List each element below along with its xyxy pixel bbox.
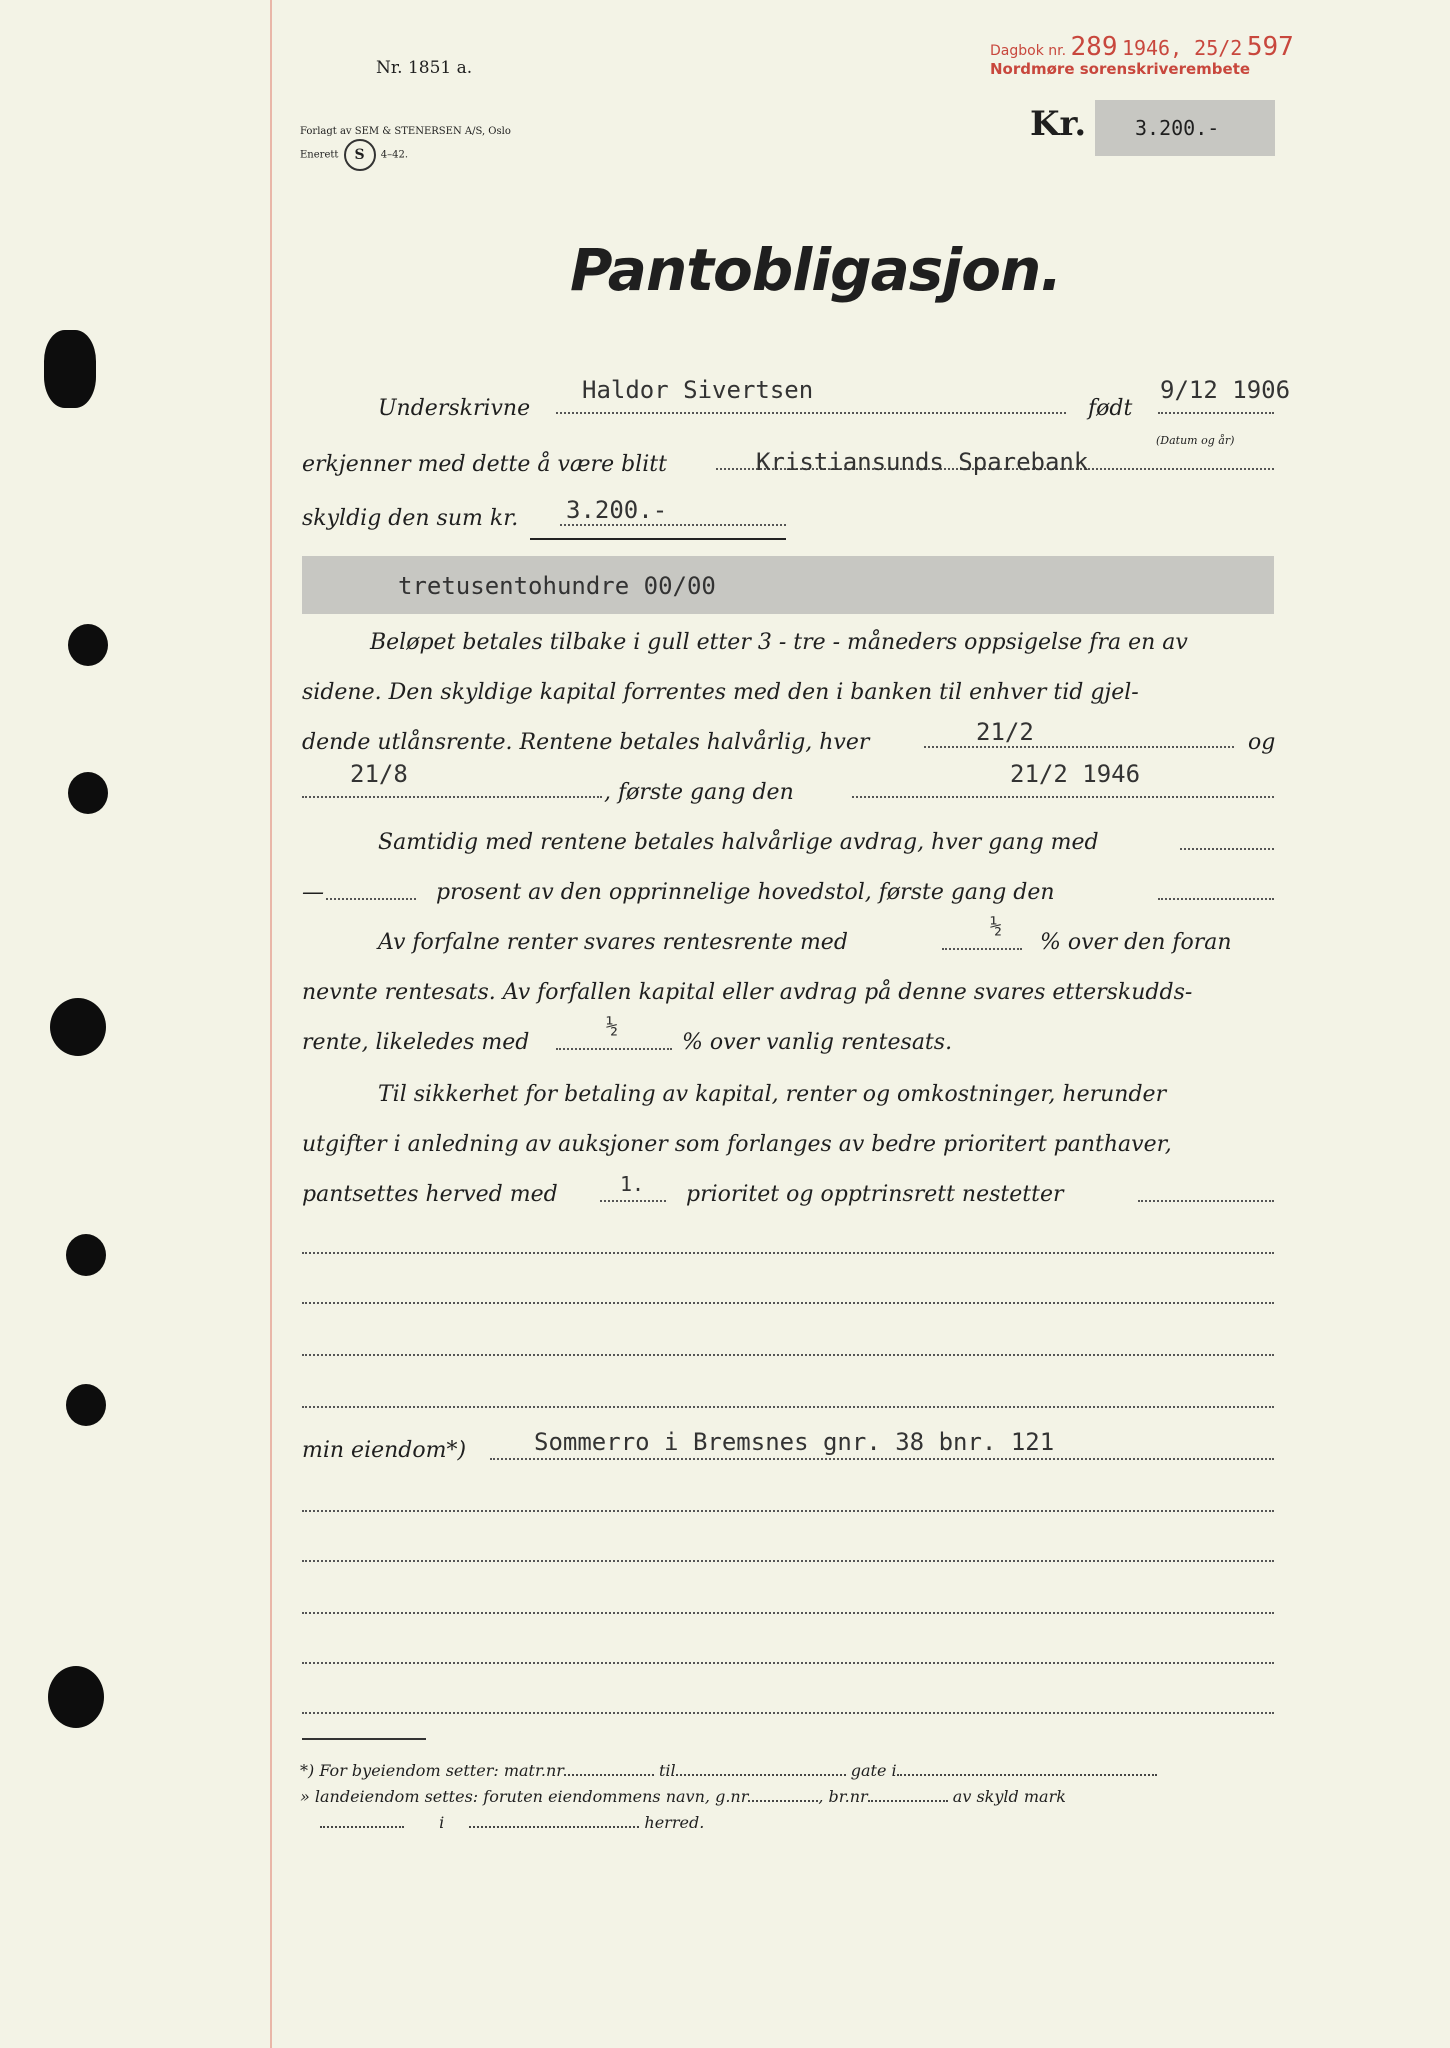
payment-date-2-dots: [302, 794, 602, 798]
footnote-dots: [320, 1808, 404, 1828]
footnote-line: [300, 1756, 1157, 1780]
overdue-dots: [556, 1046, 672, 1050]
payment-date-1: 21/2: [976, 718, 1034, 746]
sum-label: skyldig den sum kr.: [302, 506, 519, 531]
payment-date-2: 21/8: [350, 760, 408, 788]
born-dots: [1158, 410, 1274, 414]
payment-date-dots: [924, 744, 1234, 748]
priority-after-dots: [1138, 1198, 1274, 1202]
installment-dots: [1180, 846, 1274, 850]
blank-line: [302, 1300, 1274, 1304]
footnote-rule: [302, 1738, 426, 1740]
body-line: Av forfalne renter svares rentesrente med: [378, 930, 848, 955]
publisher-imprint: [300, 125, 511, 171]
blank-line: [302, 1508, 1274, 1512]
footnote-text: i: [439, 1813, 445, 1832]
registry-stamp: [990, 32, 1294, 78]
binder-hole: [44, 330, 96, 408]
binder-hole: [50, 998, 106, 1056]
footnote-text: av skyld mark: [952, 1787, 1066, 1806]
binder-hole: [66, 1384, 106, 1426]
priority-dots: [600, 1198, 666, 1202]
body-line: prosent av den opprinnelige hovedstol, første gang den: [436, 880, 1055, 905]
footnote-text: herred.: [644, 1813, 705, 1832]
body-line: Samtidig med rentene betales halvårlige avdrag, hver gang med: [378, 830, 1099, 855]
property-value: Sommerro i Bremsnes gnr. 38 bnr. 121: [534, 1428, 1055, 1456]
footnote-dots: [897, 1756, 1157, 1776]
stamp-office: Nordmøre sorenskriverembete: [990, 60, 1251, 78]
body-line: Beløpet betales tilbake i gull etter 3 - tre - måneders oppsigelse fra en av: [370, 630, 1188, 655]
binder-hole: [68, 772, 108, 814]
publisher-rights: Enerett: [300, 149, 339, 161]
creditor-value: Kristiansunds Sparebank: [756, 448, 1089, 476]
creditor-label: erkjenner med dette å være blitt: [302, 452, 667, 477]
born-value: 9/12 1906: [1160, 376, 1291, 404]
sum-value: 3.200.-: [566, 496, 668, 524]
footnote-text: gate i: [850, 1761, 897, 1780]
body-line: dende utlånsrente. Rentene betales halvårlig, hver: [302, 730, 870, 755]
footnote-line: [300, 1808, 704, 1832]
footnote-dots: [748, 1782, 818, 1802]
body-line: , første gang den: [604, 780, 794, 805]
body-line: og: [1248, 730, 1276, 755]
stamp-prefix: Dagbok nr.: [990, 43, 1067, 59]
binder-hole: [48, 1666, 104, 1728]
sum-underline: [530, 538, 786, 540]
document-title: Pantobligasjon.: [570, 236, 1062, 304]
installment-date-dots: [1158, 896, 1274, 900]
body-line: Til sikkerhet for betaling av kapital, renter og omkostninger, herunder: [378, 1082, 1167, 1107]
blank-line: [302, 1610, 1274, 1614]
publisher-logo: S: [344, 139, 376, 171]
amount-box: 3.200.-: [1095, 100, 1275, 156]
priority-value: 1.: [620, 1172, 645, 1196]
percent-dots: [326, 896, 416, 900]
body-line: rente, likeledes med: [302, 1030, 530, 1055]
form-number: Nr. 1851 a.: [376, 58, 473, 78]
property-dots: [490, 1456, 1274, 1460]
footnote-text: , br.nr: [818, 1787, 868, 1806]
body-line: nevnte rentesats. Av forfallen kapital eller avdrag på denne svares etterskudds-: [302, 980, 1193, 1005]
binder-hole: [68, 624, 108, 666]
born-hint: (Datum og år): [1156, 434, 1235, 447]
blank-line: [302, 1250, 1274, 1254]
footnote-dots: [868, 1782, 948, 1802]
blank-line: [302, 1352, 1274, 1356]
undersigned-value: Haldor Sivertsen: [582, 376, 814, 404]
body-line: utgifter i anledning av auksjoner som forlanges av bedre prioritert panthaver,: [302, 1132, 1172, 1157]
footnote-dots: [469, 1808, 639, 1828]
publisher-date: 4–42.: [380, 149, 409, 161]
interest-rate: ½: [990, 914, 1003, 938]
blank-line: [302, 1404, 1274, 1408]
amount-label: Kr.: [1030, 104, 1087, 144]
binder-hole: [66, 1234, 106, 1276]
first-payment-date: 21/2 1946: [1010, 760, 1141, 788]
installment-dash: —: [302, 880, 324, 905]
footnote-text: til: [659, 1761, 676, 1780]
stamp-year: 1946, 25/2: [1121, 36, 1243, 60]
body-line: pantsettes herved med: [302, 1182, 558, 1207]
stamp-number: 289: [1070, 32, 1118, 62]
footnote-text: » landeiendom settes: foruten eiendommens navn, g.nr: [300, 1787, 749, 1806]
footnote-text: *) For byeiendom setter: matr.nr: [300, 1761, 564, 1780]
footnote-line: [300, 1782, 1066, 1806]
body-line: % over vanlig rentesats.: [682, 1030, 953, 1055]
body-line: prioritet og opptrinsrett nestetter: [686, 1182, 1064, 1207]
interest-dots: [942, 946, 1022, 950]
undersigned-dots: [556, 410, 1066, 414]
body-line: % over den foran: [1040, 930, 1232, 955]
footnote-dots: [564, 1756, 654, 1776]
first-date-dots: [852, 794, 1274, 798]
property-label: min eiendom*): [302, 1438, 467, 1463]
blank-line: [302, 1710, 1274, 1714]
blank-line: [302, 1558, 1274, 1562]
sum-dots: [560, 522, 786, 526]
publisher-line: [300, 139, 511, 171]
stamp-page: 597: [1246, 32, 1294, 62]
publisher-line: Forlagt av SEM & STENERSEN A/S, Oslo: [300, 126, 511, 137]
born-label: født: [1088, 396, 1133, 421]
footnote-dots: [676, 1756, 846, 1776]
body-line: sidene. Den skyldige kapital forrentes med den i banken til enhver tid gjel-: [302, 680, 1139, 705]
sum-words: tretusentohundre 00/00: [398, 572, 716, 600]
blank-line: [302, 1660, 1274, 1664]
undersigned-label: Underskrivne: [378, 396, 531, 421]
overdue-rate: ½: [606, 1014, 619, 1038]
margin-line: [270, 0, 272, 2048]
